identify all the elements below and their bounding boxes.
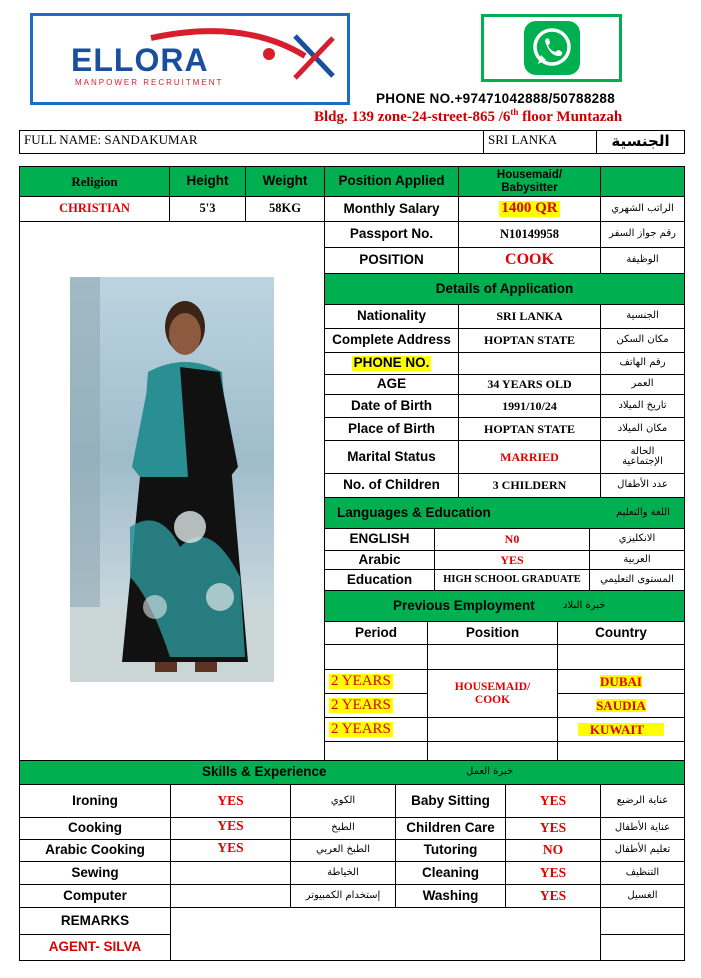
skill-ar: الكوي: [290, 784, 396, 818]
skill-ar: الطبخ العربي: [290, 839, 396, 862]
employment-title-cell: [324, 590, 685, 622]
skill-label: Ironing: [19, 784, 171, 818]
skill-label-right: Baby Sitting: [395, 784, 506, 818]
emp-period-cell-1: [324, 669, 428, 694]
details-value: 1991/10/24: [458, 394, 601, 418]
name-row-country: SRI LANKA: [483, 130, 597, 154]
details-title: Details of Application: [324, 273, 685, 305]
full-name: FULL NAME: SANDAKUMAR: [19, 130, 484, 154]
skill-label-right: Cleaning: [395, 861, 506, 885]
language-value: HIGH SCHOOL GRADUATE: [434, 569, 590, 591]
emp-blank-4: [324, 741, 428, 761]
skill-label: Cooking: [19, 817, 171, 840]
details-ar: تاريخ الميلاد: [600, 394, 685, 418]
salary-ar: الراتب الشهري: [600, 196, 685, 222]
whatsapp-logo: [481, 14, 622, 82]
position-applied-value: Housemaid/ Babysitter: [458, 166, 601, 197]
language-label: Arabic: [324, 550, 435, 570]
skill-ar: الطبخ: [290, 817, 396, 840]
details-ar: رقم الهاتف: [600, 352, 685, 375]
details-value: MARRIED: [458, 440, 601, 474]
skill-ar: إستخدام الكمبيوتر: [290, 884, 396, 908]
skill-label-right: Children Care: [395, 817, 506, 840]
details-label: AGE: [324, 374, 459, 395]
skill-label: Sewing: [19, 861, 171, 885]
emp-country-3: KUWAIT: [578, 723, 664, 737]
emp-country-2: SAUDIA: [596, 697, 646, 713]
skill-value: YES: [170, 817, 291, 840]
candidate-photo: [70, 277, 274, 682]
skills-title-ar: خبرة العمل: [466, 766, 514, 778]
skill-label-right: Tutoring: [395, 839, 506, 862]
language-label: Education: [324, 569, 435, 591]
remarks-box: [170, 907, 601, 961]
skill-ar-right: عناية الأطفال: [600, 817, 685, 840]
details-label-text: PHONE NO.: [353, 355, 430, 371]
language-ar: الانكليزي: [589, 528, 685, 551]
details-label: Date of Birth: [324, 394, 459, 418]
company-logo: [30, 13, 350, 105]
position-label: POSITION: [324, 247, 459, 274]
emp-country-cell-2: [557, 693, 685, 718]
details-ar: الجنسية: [600, 304, 685, 329]
skill-value: YES: [170, 839, 291, 862]
details-value: HOPTAN STATE: [458, 417, 601, 441]
emp-blank-5: [427, 741, 558, 761]
passport-ar: رقم جواز السفر: [600, 221, 685, 248]
details-ar: الحالة الإجتماعية: [600, 440, 685, 474]
emp-header-position: Position: [427, 621, 558, 645]
skill-value-right: YES: [505, 817, 601, 840]
details-ar: العمر: [600, 374, 685, 395]
skills-title-cell: [19, 760, 685, 785]
header-position-applied: Position Applied: [324, 166, 459, 197]
company-address: [314, 107, 622, 126]
salary-value: 1400 QR: [501, 200, 558, 217]
skill-value-right: NO: [505, 839, 601, 862]
skill-value-right: YES: [505, 884, 601, 908]
name-row-nationality-ar: الجنسية: [596, 130, 685, 154]
language-value: YES: [434, 550, 590, 570]
header-weight: Weight: [245, 166, 325, 197]
emp-period-2: 2 YEARS: [331, 696, 391, 713]
skill-ar: الخياطة: [290, 861, 396, 885]
skill-label: Computer: [19, 884, 171, 908]
details-label: Place of Birth: [324, 417, 459, 441]
religion-value: CHRISTIAN: [19, 196, 170, 222]
emp-blank-6: [557, 741, 685, 761]
details-label: Complete Address: [324, 328, 459, 353]
portrait-figure: [70, 277, 274, 682]
agent-name: AGENT- SILVA: [19, 934, 171, 961]
position-value: COOK: [458, 247, 601, 274]
emp-position-blank: [427, 717, 558, 742]
details-ar: عدد الأطفال: [600, 473, 685, 498]
salary-cell: [458, 196, 601, 222]
language-value: N0: [434, 528, 590, 551]
emp-period-cell-3: [324, 717, 428, 742]
skill-label-right: Washing: [395, 884, 506, 908]
remarks-side-1: [600, 907, 685, 935]
details-label: No. of Children: [324, 473, 459, 498]
details-value: [458, 352, 601, 375]
emp-country-cell-3: [557, 717, 685, 742]
skill-ar-right: عناية الرضيع: [600, 784, 685, 818]
skill-ar-right: التنظيف: [600, 861, 685, 885]
logo-text: ELLORA: [71, 42, 209, 78]
details-label: Marital Status: [324, 440, 459, 474]
salary-label: Monthly Salary: [324, 196, 459, 222]
emp-blank-1: [324, 644, 428, 670]
header-blank: [600, 166, 685, 197]
skill-label: Arabic Cooking: [19, 839, 171, 862]
skill-value-right: YES: [505, 784, 601, 818]
position-ar: الوظيفة: [600, 247, 685, 274]
address-tail: floor Muntazah: [518, 109, 623, 125]
skill-ar-right: الغسيل: [600, 884, 685, 908]
emp-country-cell-1: [557, 669, 685, 694]
details-value: SRI LANKA: [458, 304, 601, 329]
details-label: [324, 352, 459, 375]
employment-title-ar: خبرة البلاد: [563, 599, 606, 611]
details-ar: مكان السكن: [600, 328, 685, 353]
emp-blank-3: [557, 644, 685, 670]
skill-ar-right: تعليم الأطفال: [600, 839, 685, 862]
language-ar: المستوى التعليمي: [589, 569, 685, 591]
company-phone: PHONE NO.+97471042888/50788288: [376, 91, 616, 106]
emp-period-1: 2 YEARS: [331, 672, 391, 689]
emp-header-period: Period: [324, 621, 428, 645]
weight-value: 58KG: [245, 196, 325, 222]
languages-title: Languages & Education: [337, 504, 491, 520]
emp-country-1: DUBAI: [600, 673, 642, 689]
remarks-side-2: [600, 934, 685, 961]
details-value: 3 CHILDERN: [458, 473, 601, 498]
header-religion: Religion: [19, 166, 170, 197]
emp-blank-2: [427, 644, 558, 670]
address-sup: th: [510, 107, 519, 117]
passport-value: N10149958: [458, 221, 601, 248]
languages-title-ar: اللغة والتعليم: [616, 506, 670, 518]
emp-period-cell-2: [324, 693, 428, 718]
language-label: ENGLISH: [324, 528, 435, 551]
address-main: Bldg. 139 zone-24-street-865 /6: [314, 109, 511, 125]
emp-period-3: 2 YEARS: [331, 720, 391, 737]
header-height: Height: [169, 166, 246, 197]
details-label: Nationality: [324, 304, 459, 329]
skill-value-right: YES: [505, 861, 601, 885]
skills-title: Skills & Experience: [202, 764, 327, 780]
details-ar: مكان الميلاد: [600, 417, 685, 441]
whatsapp-icon: [522, 20, 582, 76]
details-value: 34 YEARS OLD: [458, 374, 601, 395]
details-value: HOPTAN STATE: [458, 328, 601, 353]
language-ar: العربية: [589, 550, 685, 570]
logo-subtext: MANPOWER RECRUITMENT: [75, 78, 224, 87]
skill-value: [170, 884, 291, 908]
skill-value: [170, 861, 291, 885]
skill-value: YES: [170, 784, 291, 818]
languages-title-cell: [324, 497, 685, 529]
emp-header-country: Country: [557, 621, 685, 645]
passport-label: Passport No.: [324, 221, 459, 248]
height-value: 5'3: [169, 196, 246, 222]
emp-position: HOUSEMAID/ COOK: [427, 669, 558, 718]
remarks-label: REMARKS: [19, 907, 171, 935]
employment-title: Previous Employment: [393, 597, 535, 613]
